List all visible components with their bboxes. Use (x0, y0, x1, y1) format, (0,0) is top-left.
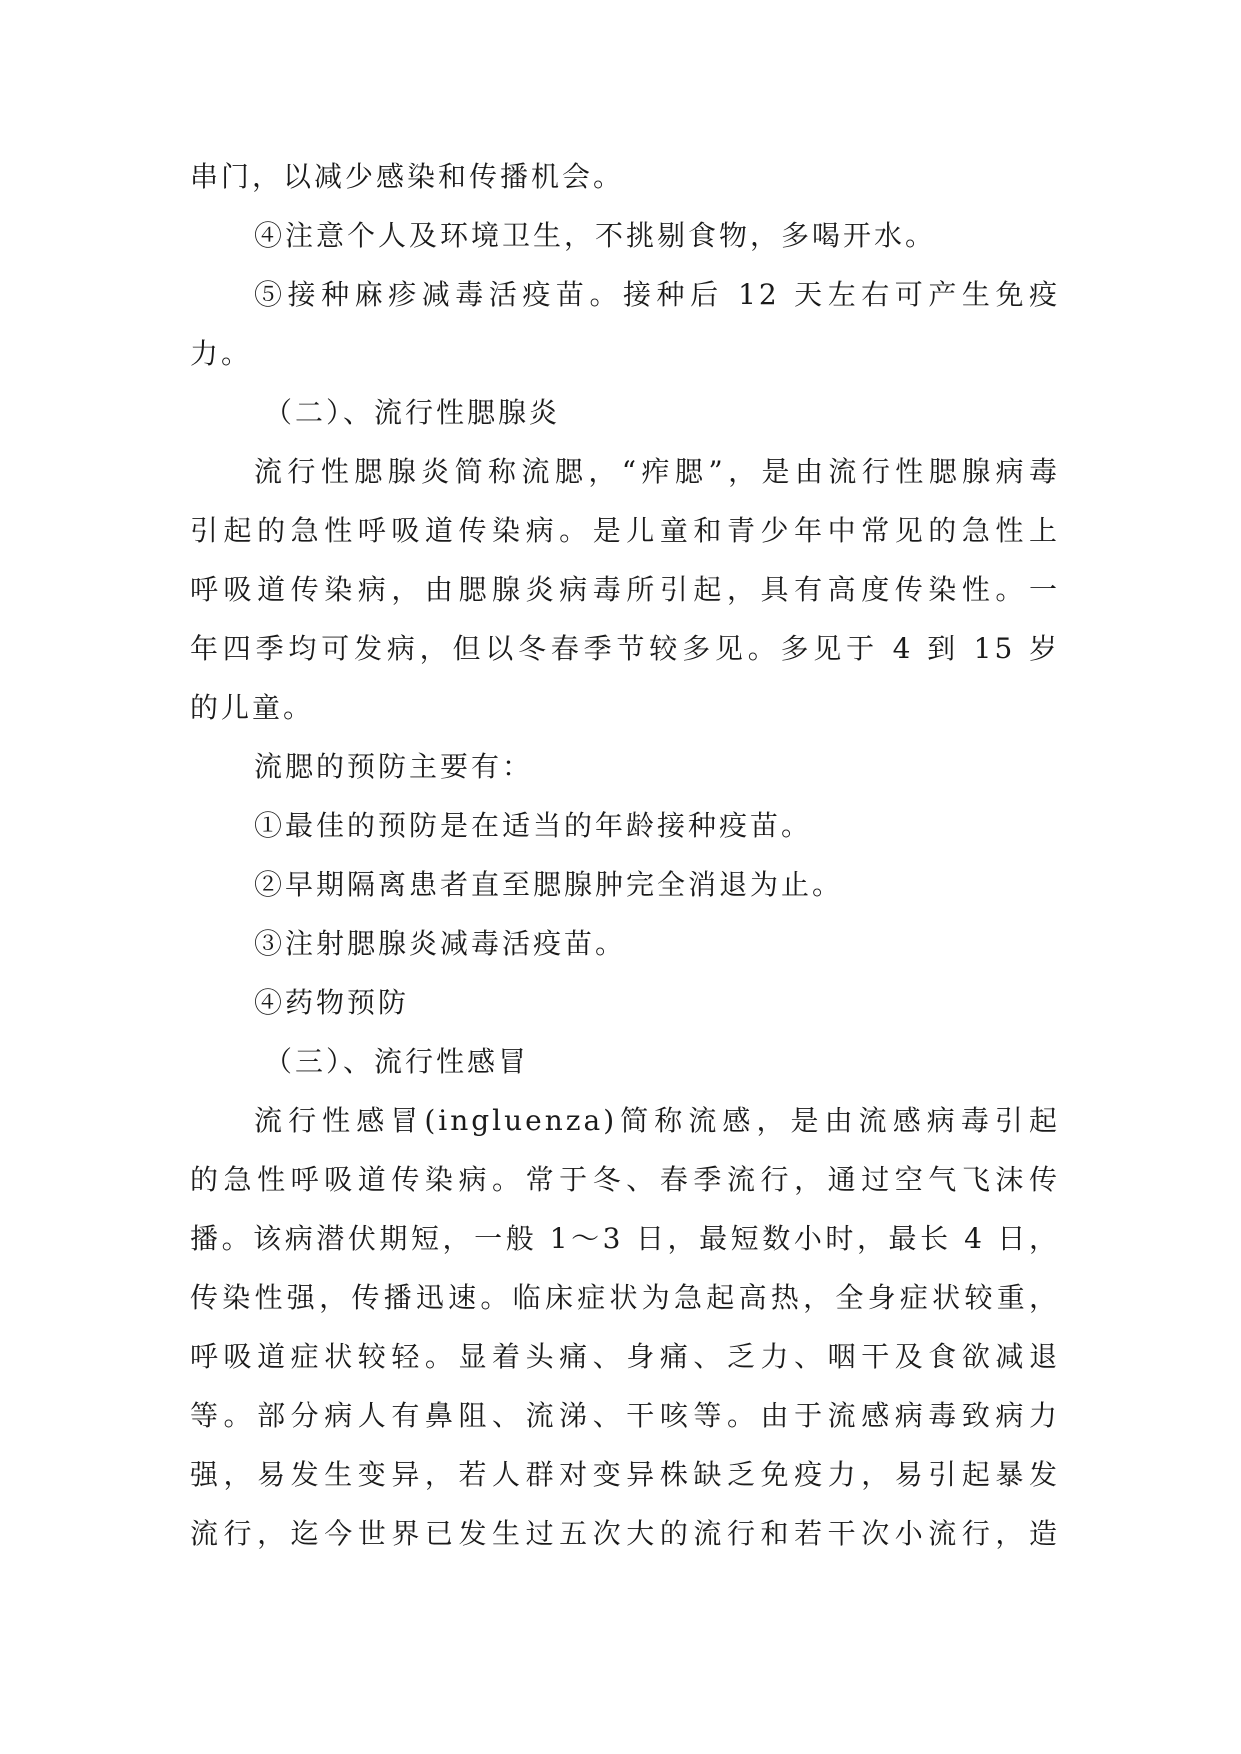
text-line: 流行，迄今世界已发生过五次大的流行和若干次小流行，造 (190, 1517, 1060, 1550)
text-line: ⑤接种麻疹减毒活疫苗。接种后 12 天左右可产生免疫 (254, 278, 1060, 311)
text-line: 呼吸道传染病，由腮腺炎病毒所引起，具有高度传染性。一 (190, 573, 1060, 606)
text-line: 等。部分病人有鼻阻、流涕、干咳等。由于流感病毒致病力 (190, 1399, 1060, 1432)
text-line: 的儿童。 (190, 691, 315, 724)
text-line: 流行性腮腺炎简称流腮，“痄腮”，是由流行性腮腺病毒 (254, 455, 1060, 488)
text-line: 流行性感冒(ingluenza)简称流感，是由流感病毒引起 (254, 1104, 1060, 1137)
section-heading: （二）、流行性腮腺炎 (264, 396, 561, 429)
text-line: 传染性强，传播迅速。临床症状为急起高热，全身症状较重， (190, 1281, 1060, 1314)
text-line: 播。该病潜伏期短，一般 1～3 日，最短数小时，最长 4 日， (190, 1222, 1060, 1255)
text-line: 强，易发生变异，若人群对变异株缺乏免疫力，易引起暴发 (190, 1458, 1060, 1491)
text-line: 引起的急性呼吸道传染病。是儿童和青少年中常见的急性上 (190, 514, 1060, 547)
text-line: 呼吸道症状较轻。显着头痛、身痛、乏力、咽干及食欲减退 (190, 1340, 1060, 1373)
text-line: 流腮的预防主要有： (254, 750, 534, 783)
section-heading: （三）、流行性感冒 (264, 1045, 530, 1078)
text-line: 年四季均可发病，但以冬春季节较多见。多见于 4 到 15 岁 (190, 632, 1060, 665)
list-item: ②早期隔离患者直至腮腺肿完全消退为止。 (254, 868, 844, 901)
text-line: 串门，以减少感染和传播机会。 (190, 160, 625, 193)
list-item: ④药物预防 (254, 986, 410, 1019)
text-line: ④注意个人及环境卫生，不挑剔食物，多喝开水。 (254, 219, 937, 252)
text-line: 的急性呼吸道传染病。常于冬、春季流行，通过空气飞沫传 (190, 1163, 1060, 1196)
list-item: ①最佳的预防是在适当的年龄接种疫苗。 (254, 809, 813, 842)
list-item: ③注射腮腺炎减毒活疫苗。 (254, 927, 627, 960)
text-line: 力。 (190, 337, 253, 370)
